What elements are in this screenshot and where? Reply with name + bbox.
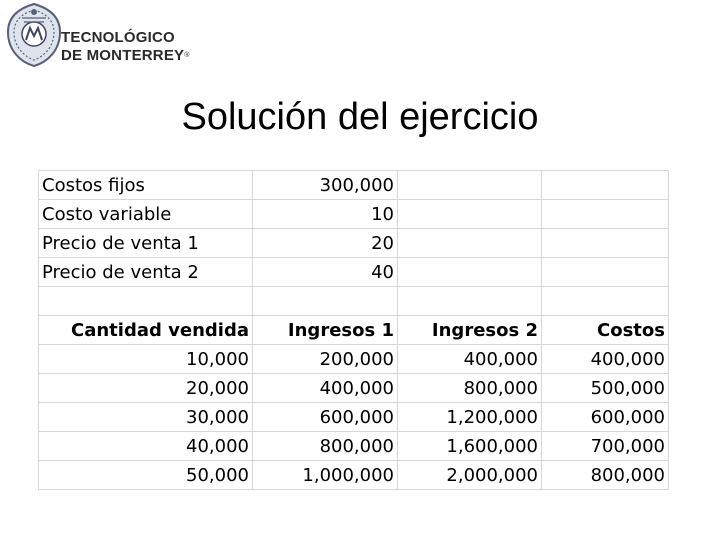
table-cell: 800,000: [542, 461, 669, 490]
empty-cell: [542, 287, 669, 316]
table-cell: 1,600,000: [398, 432, 542, 461]
tec-logo: [4, 2, 194, 70]
param-label: Costo variable: [39, 200, 253, 229]
table-row: [39, 403, 669, 432]
table-cell: 2,000,000: [398, 461, 542, 490]
table-cell: 200,000: [253, 345, 398, 374]
empty-cell: [542, 171, 669, 200]
table-cell: 20,000: [39, 374, 253, 403]
table-cell: 400,000: [253, 374, 398, 403]
empty-cell: [398, 171, 542, 200]
table-cell: 1,000,000: [253, 461, 398, 490]
table-cell: 40,000: [39, 432, 253, 461]
table-cell: 1,200,000: [398, 403, 542, 432]
param-row: [39, 229, 669, 258]
param-value: 40: [253, 258, 398, 287]
table-cell: 600,000: [542, 403, 669, 432]
table-row: [39, 461, 669, 490]
table-row: [39, 374, 669, 403]
table-row: [39, 345, 669, 374]
logo-line-1: TECNOLÓGICO: [61, 29, 175, 46]
empty-cell: [398, 258, 542, 287]
empty-cell: [542, 229, 669, 258]
table-cell: 30,000: [39, 403, 253, 432]
param-label: Precio de venta 2: [39, 258, 253, 287]
empty-cell: [398, 229, 542, 258]
blank-row: [39, 287, 669, 316]
logo-line-2: DE MONTERREY: [61, 47, 185, 64]
table-cell: 50,000: [39, 461, 253, 490]
param-row: [39, 171, 669, 200]
empty-cell: [398, 287, 542, 316]
param-value: 20: [253, 229, 398, 258]
registered-mark: ®: [184, 52, 190, 60]
param-row: [39, 258, 669, 287]
column-header: Ingresos 2: [398, 316, 542, 345]
table-cell: 400,000: [542, 345, 669, 374]
param-value: 10: [253, 200, 398, 229]
table-cell: 400,000: [398, 345, 542, 374]
param-label: Precio de venta 1: [39, 229, 253, 258]
slide-title: Solución del ejercicio: [181, 96, 539, 138]
table-row: [39, 432, 669, 461]
empty-cell: [253, 287, 398, 316]
header-row: [39, 316, 669, 345]
table-cell: 800,000: [253, 432, 398, 461]
column-header: Costos: [542, 316, 669, 345]
empty-cell: [542, 258, 669, 287]
spreadsheet-table: [38, 170, 668, 492]
empty-cell: [542, 200, 669, 229]
table-cell: 10,000: [39, 345, 253, 374]
empty-cell: [39, 287, 253, 316]
column-header: Cantidad vendida: [39, 316, 253, 345]
university-seal-icon: [4, 2, 64, 68]
table-cell: 800,000: [398, 374, 542, 403]
param-value: 300,000: [253, 171, 398, 200]
param-label: Costos fijos: [39, 171, 253, 200]
table-cell: 600,000: [253, 403, 398, 432]
empty-cell: [398, 200, 542, 229]
param-row: [39, 200, 669, 229]
column-header: Ingresos 1: [253, 316, 398, 345]
table-cell: 700,000: [542, 432, 669, 461]
table-cell: 500,000: [542, 374, 669, 403]
